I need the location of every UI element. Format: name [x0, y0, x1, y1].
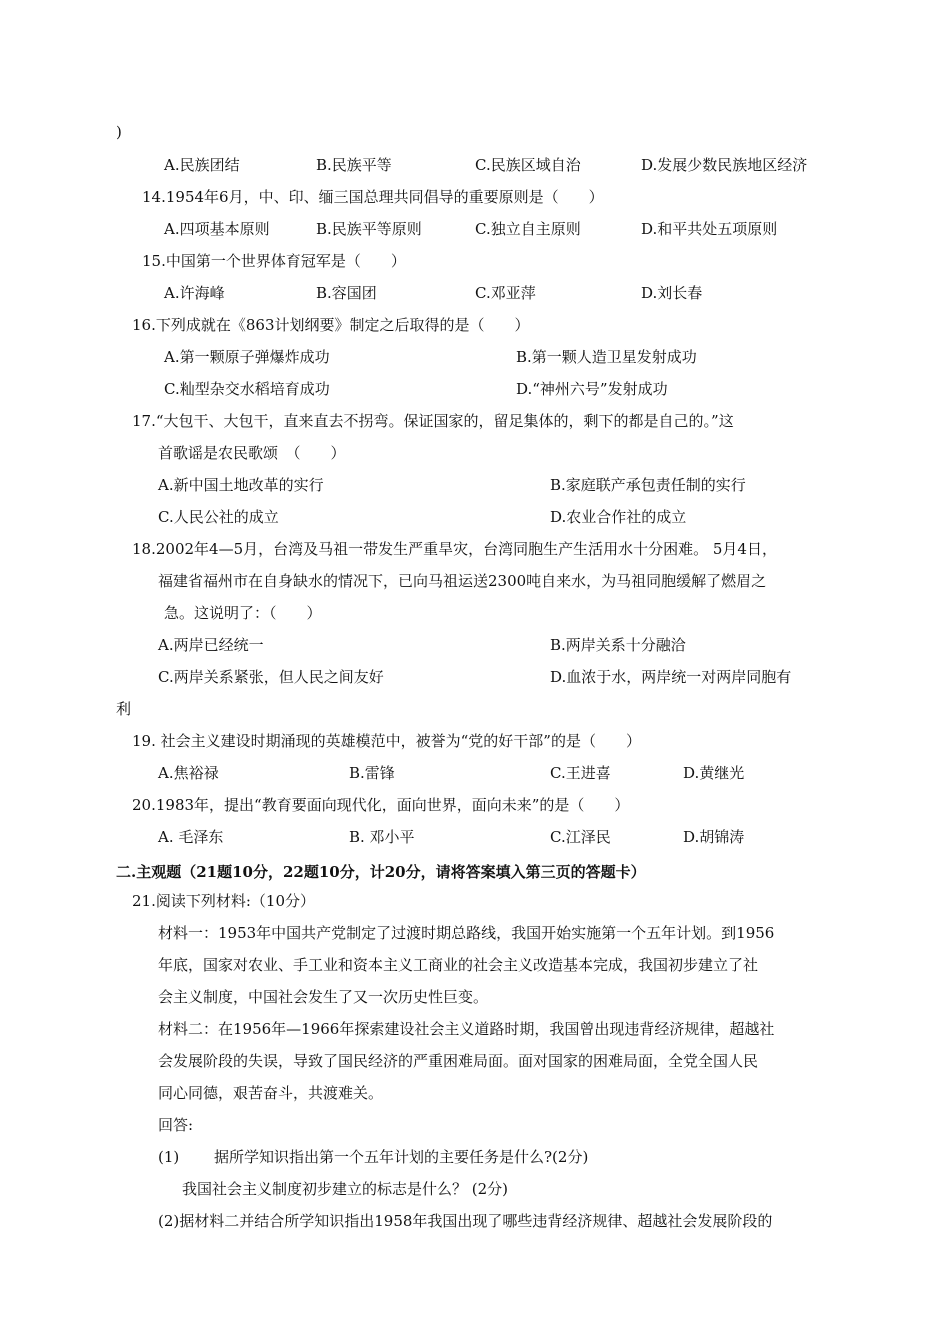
- q18-option-d: D.血浓于水，两岸统一对两岸同胞有: [550, 668, 792, 686]
- q16-stem: 16.下列成就在《863计划纲要》制定之后取得的是（ ）: [132, 316, 530, 334]
- q20-option-d: D.胡锦涛: [683, 828, 745, 846]
- section-heading: 二.主观题（21题10分，22题10分，计20分，请将答案填入第三页的答题卡）: [116, 863, 646, 881]
- q13-option-c: C.民族区域自治: [475, 156, 581, 174]
- q21-part1-question2: 我国社会主义制度初步建立的标志是什么？ (2分): [182, 1180, 509, 1198]
- q21-part1-number: (1): [158, 1148, 180, 1166]
- q14-stem: 14.1954年6月，中、印、缅三国总理共同倡导的重要原则是（ ）: [142, 188, 604, 206]
- q19-stem: 19. 社会主义建设时期涌现的英雄模范中，被誉为“党的好干部”的是（ ）: [132, 732, 641, 750]
- q16-option-d: D.“神州六号”发射成功: [516, 380, 668, 398]
- q21-material1-line1: 材料一：1953年中国共产党制定了过渡时期总路线，我国开始实施第一个五年计划。到1956: [158, 924, 775, 942]
- q17-stem-line2: 首歌谣是农民歌颂 （ ）: [158, 444, 346, 462]
- q15-option-a: A.许海峰: [164, 284, 225, 302]
- q20-option-a: A. 毛泽东: [158, 828, 224, 846]
- q20-option-b: B. 邓小平: [349, 828, 415, 846]
- q14-option-b: B.民族平等原则: [316, 220, 422, 238]
- q14-option-c: C.独立自主原则: [475, 220, 581, 238]
- q17-stem-line1: 17.“大包干、大包干，直来直去不拐弯。保证国家的，留足集体的，剩下的都是自己的。”这: [132, 412, 734, 430]
- q17-option-d: D.农业合作社的成立: [550, 508, 687, 526]
- q13-option-b: B.民族平等: [316, 156, 392, 174]
- q21-material2-line1: 材料二：在1956年—1966年探索建设社会主义道路时期，我国曾出现违背经济规律，超越社: [158, 1020, 775, 1038]
- q21-material1-line3: 会主义制度，中国社会发生了又一次历史性巨变。: [158, 988, 489, 1006]
- q15-option-b: B.容国团: [316, 284, 377, 302]
- q13-stem-tail: ): [116, 123, 122, 141]
- q15-option-d: D.刘长春: [641, 284, 703, 302]
- q18-option-c: C.两岸关系紧张，但人民之间友好: [158, 668, 384, 686]
- q18-stem-line1: 18.2002年4—5月，台湾及马祖一带发生严重旱灾，台湾同胞生产生活用水十分困难。 5月4日，: [132, 540, 777, 558]
- q21-part2-question: (2)据材料二并结合所学知识指出1958年我国出现了哪些违背经济规律、超越社会发展阶段的: [158, 1212, 773, 1230]
- q19-option-a: A.焦裕禄: [158, 764, 219, 782]
- q18-stem-line2: 福建省福州市在自身缺水的情况下，已向马祖运送2300吨自来水，为马祖同胞缓解了燃眉之: [158, 572, 767, 590]
- q17-option-c: C.人民公社的成立: [158, 508, 279, 526]
- q17-option-b: B.家庭联产承包责任制的实行: [550, 476, 746, 494]
- q18-option-a: A.两岸已经统一: [158, 636, 264, 654]
- q21-material2-line3: 同心同德，艰苦奋斗，共渡难关。: [158, 1084, 384, 1102]
- q19-option-c: C.王进喜: [550, 764, 611, 782]
- q16-option-b: B.第一颗人造卫星发射成功: [516, 348, 697, 366]
- q20-option-c: C.江泽民: [550, 828, 611, 846]
- q19-option-d: D.黄继光: [683, 764, 745, 782]
- q15-stem: 15.中国第一个世界体育冠军是（ ）: [142, 252, 406, 270]
- q14-option-a: A.四项基本原则: [164, 220, 270, 238]
- q18-stem-line3: 急。这说明了：（ ）: [164, 604, 322, 622]
- q18-option-d-wrap: 利: [116, 700, 132, 718]
- q20-stem: 20.1983年，提出“教育要面向现代化，面向世界，面向未来”的是（ ）: [132, 796, 630, 814]
- q17-option-a: A.新中国土地改革的实行: [158, 476, 324, 494]
- q13-option-a: A.民族团结: [164, 156, 240, 174]
- q15-option-c: C.邓亚萍: [475, 284, 536, 302]
- q21-material1-line2: 年底，国家对农业、手工业和资本主义工商业的社会主义改造基本完成，我国初步建立了社: [158, 956, 759, 974]
- q21-stem: 21.阅读下列材料:（10分）: [132, 892, 315, 910]
- q14-option-d: D.和平共处五项原则: [641, 220, 778, 238]
- q16-option-c: C.籼型杂交水稻培育成功: [164, 380, 330, 398]
- q21-material2-line2: 会发展阶段的失误，导致了国民经济的严重困难局面。面对国家的困难局面，全党全国人民: [158, 1052, 759, 1070]
- q21-answer-label: 回答:: [158, 1116, 194, 1134]
- q18-option-b: B.两岸关系十分融洽: [550, 636, 686, 654]
- q13-option-d: D.发展少数民族地区经济: [641, 156, 808, 174]
- q16-option-a: A.第一颗原子弹爆炸成功: [164, 348, 330, 366]
- q19-option-b: B.雷锋: [349, 764, 395, 782]
- q21-part1-question: 据所学知识指出第一个五年计划的主要任务是什么?(2分): [214, 1148, 589, 1166]
